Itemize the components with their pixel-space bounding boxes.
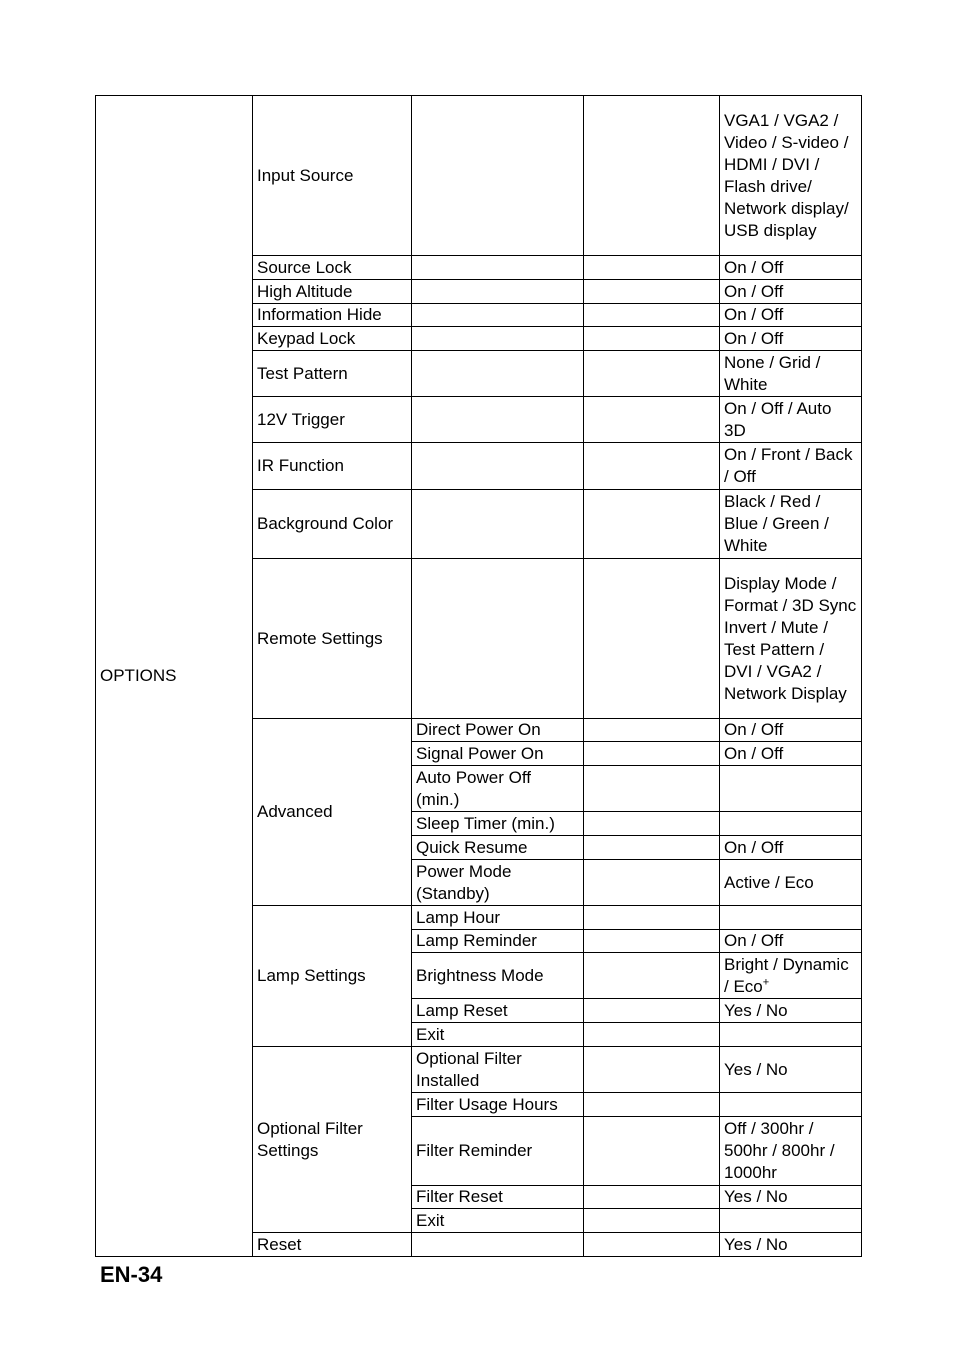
menu-subitem-label (412, 1233, 584, 1257)
menu-option-values: On / Off (720, 719, 862, 742)
menu-option-values: On / Off / Auto 3D (720, 397, 862, 443)
menu-subitem-label (412, 280, 584, 304)
options-menu-table (95, 95, 862, 1257)
menu-sub-subitem-label (584, 1186, 720, 1209)
menu-option-values: On / Off (720, 280, 862, 304)
menu-subitem-label (412, 351, 584, 397)
menu-sub-subitem-label (584, 351, 720, 397)
menu-option-values: On / Front / Back / Off (720, 443, 862, 490)
menu-subitem-label: Power Mode (Standby) (412, 860, 584, 906)
menu-item-label: Source Lock (253, 256, 412, 280)
menu-sub-subitem-label (584, 1209, 720, 1233)
menu-item-advanced: Advanced (253, 719, 412, 906)
menu-option-values (720, 1093, 862, 1117)
menu-sub-subitem-label (584, 812, 720, 836)
menu-option-values: Black / Red / Blue / Green / White (720, 490, 862, 559)
menu-sub-subitem-label (584, 397, 720, 443)
menu-option-values: Active / Eco (720, 860, 862, 906)
menu-item-label: High Altitude (253, 280, 412, 304)
menu-item-lamp-settings: Lamp Settings (253, 906, 412, 1047)
menu-item-label: Background Color (253, 490, 412, 559)
menu-option-values (720, 1023, 862, 1047)
menu-item-label: Remote Settings (253, 559, 412, 719)
menu-subitem-label (412, 256, 584, 280)
menu-subitem-label: Sleep Timer (min.) (412, 812, 584, 836)
menu-sub-subitem-label (584, 280, 720, 304)
menu-subitem-label (412, 96, 584, 256)
menu-option-values: VGA1 / VGA2 / Video / S-video / HDMI / DVI / Flash drive/ Network display/ USB display (720, 96, 862, 256)
menu-subitem-label (412, 397, 584, 443)
page-number: EN-34 (100, 1262, 163, 1287)
menu-subitem-label (412, 443, 584, 490)
menu-item-label: Information Hide (253, 304, 412, 327)
menu-option-values: On / Off (720, 256, 862, 280)
menu-option-values: On / Off (720, 930, 862, 953)
menu-option-values: Yes / No (720, 999, 862, 1023)
menu-subitem-label: Exit (412, 1023, 584, 1047)
menu-option-values: On / Off (720, 304, 862, 327)
menu-option-values: Yes / No (720, 1233, 862, 1257)
menu-sub-subitem-label (584, 999, 720, 1023)
menu-subitem-label (412, 559, 584, 719)
menu-sub-subitem-label (584, 559, 720, 719)
menu-sub-subitem-label (584, 490, 720, 559)
menu-subitem-label: Direct Power On (412, 719, 584, 742)
menu-option-values (720, 812, 862, 836)
menu-sub-subitem-label (584, 742, 720, 766)
menu-item-label: IR Function (253, 443, 412, 490)
menu-sub-subitem-label (584, 953, 720, 999)
menu-option-values: Yes / No (720, 1186, 862, 1209)
menu-option-values: Off / 300hr / 500hr / 800hr / 1000hr (720, 1117, 862, 1186)
menu-sub-subitem-label (584, 766, 720, 812)
menu-subitem-label: Lamp Reset (412, 999, 584, 1023)
brightness-mode-options: Bright / Dynamic / Eco (724, 954, 849, 996)
menu-sub-subitem-label (584, 1093, 720, 1117)
menu-subitem-label: Signal Power On (412, 742, 584, 766)
menu-subitem-label: Auto Power Off (min.) (412, 766, 584, 812)
menu-subitem-label: Exit (412, 1209, 584, 1233)
menu-option-values (720, 1209, 862, 1233)
menu-item-label: 12V Trigger (253, 397, 412, 443)
menu-sub-subitem-label (584, 304, 720, 327)
menu-sub-subitem-label (584, 1117, 720, 1186)
menu-sub-subitem-label (584, 719, 720, 742)
eco-plus-superscript: + (762, 975, 770, 988)
menu-subitem-label: Filter Usage Hours (412, 1093, 584, 1117)
menu-top-options: OPTIONS (96, 96, 253, 1257)
menu-sub-subitem-label (584, 860, 720, 906)
menu-option-values (720, 953, 862, 999)
menu-sub-subitem-label (584, 930, 720, 953)
menu-item-label: Test Pattern (253, 351, 412, 397)
menu-option-values: On / Off (720, 327, 862, 351)
menu-subitem-label (412, 327, 584, 351)
menu-sub-subitem-label (584, 96, 720, 256)
menu-sub-subitem-label (584, 1023, 720, 1047)
menu-item-optional-filter-settings: Optional Filter Settings (253, 1047, 412, 1233)
menu-subitem-label (412, 304, 584, 327)
menu-subitem-label: Lamp Hour (412, 906, 584, 930)
menu-item-label: Keypad Lock (253, 327, 412, 351)
menu-option-values (720, 906, 862, 930)
menu-subitem-label: Optional Filter Installed (412, 1047, 584, 1093)
menu-sub-subitem-label (584, 443, 720, 490)
menu-sub-subitem-label (584, 836, 720, 860)
menu-subitem-label (412, 490, 584, 559)
menu-item-label: Input Source (253, 96, 412, 256)
menu-subitem-label: Lamp Reminder (412, 930, 584, 953)
menu-subitem-label: Brightness Mode (412, 953, 584, 999)
menu-subitem-label: Filter Reminder (412, 1117, 584, 1186)
menu-sub-subitem-label (584, 256, 720, 280)
menu-option-values: On / Off (720, 836, 862, 860)
menu-sub-subitem-label (584, 1047, 720, 1093)
menu-option-values: None / Grid / White (720, 351, 862, 397)
menu-sub-subitem-label (584, 1233, 720, 1257)
menu-subitem-label: Quick Resume (412, 836, 584, 860)
menu-option-values: Display Mode / Format / 3D Sync Invert / Mute / Test Pattern / DVI / VGA2 / Network Display (720, 559, 862, 719)
menu-sub-subitem-label (584, 327, 720, 351)
menu-option-values (720, 766, 862, 812)
menu-option-values: On / Off (720, 742, 862, 766)
menu-item-reset: Reset (253, 1233, 412, 1257)
menu-subitem-label: Filter Reset (412, 1186, 584, 1209)
menu-sub-subitem-label (584, 906, 720, 930)
table-row (96, 96, 862, 256)
menu-option-values: Yes / No (720, 1047, 862, 1093)
